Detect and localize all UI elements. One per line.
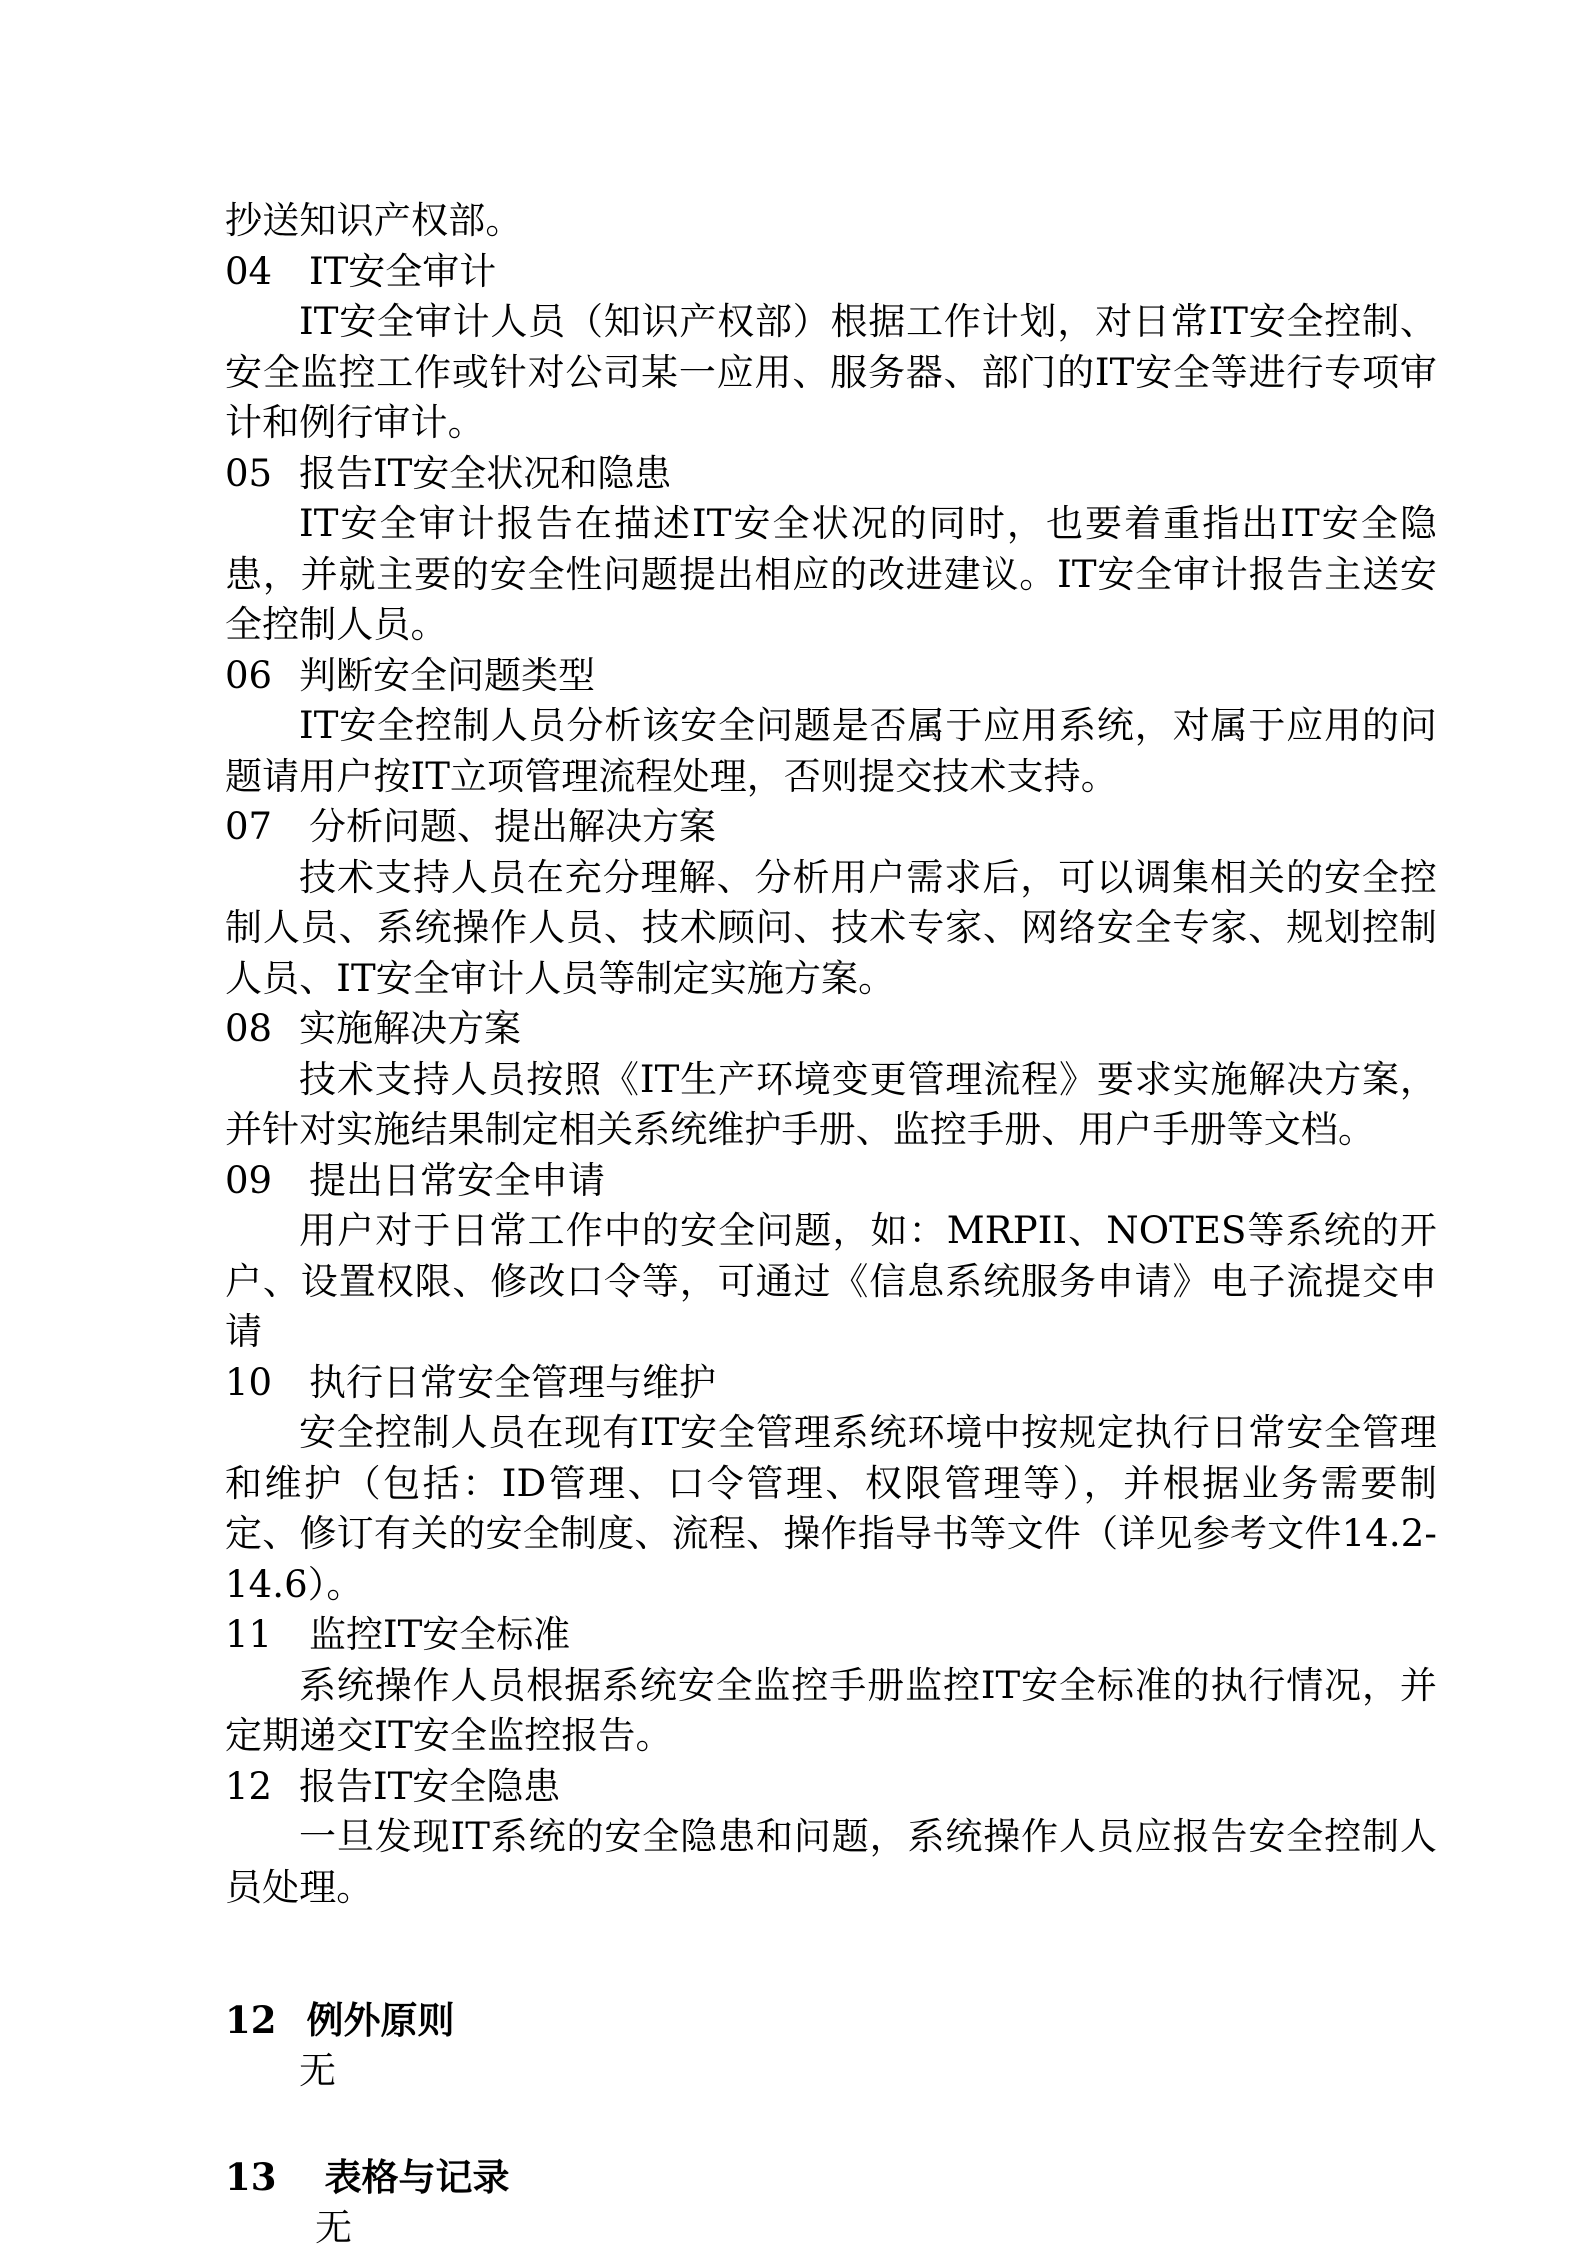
step-title: 报告IT安全隐患 xyxy=(299,1765,560,1808)
step-heading-11 xyxy=(225,1610,1437,1661)
step-body-09: 用户对于日常工作中的安全问题，如：MRPII、NOTES等系统的开户、设置权限、修改口令等，可通过《信息系统服务申请》电子流提交申请 xyxy=(225,1206,1437,1358)
step-body-06: IT安全控制人员分析该安全问题是否属于应用系统，对属于应用的问题请用户按IT立项管理流程处理，否则提交技术支持。 xyxy=(225,701,1437,802)
step-number: 06 xyxy=(225,651,273,702)
step-title: 执行日常安全管理与维护 xyxy=(309,1361,716,1404)
section-title: 表格与记录 xyxy=(325,2155,510,2199)
step-body-11: 系统操作人员根据系统安全监控手册监控IT安全标准的执行情况，并定期递交IT安全监控报告。 xyxy=(225,1661,1437,1762)
step-heading-05 xyxy=(225,449,1437,500)
section-content-exception: 无 xyxy=(225,2046,1437,2097)
step-number: 07 xyxy=(225,802,273,853)
step-number: 08 xyxy=(225,1004,273,1055)
step-heading-06 xyxy=(225,651,1437,702)
step-number: 12 xyxy=(225,1762,273,1813)
section-spacer xyxy=(225,2096,1437,2152)
step-number: 04 xyxy=(225,247,273,298)
step-number: 09 xyxy=(225,1156,273,1207)
step-body-12: 一旦发现IT系统的安全隐患和问题，系统操作人员应报告安全控制人员处理。 xyxy=(225,1812,1437,1913)
step-title: 提出日常安全申请 xyxy=(309,1159,605,1202)
continued-paragraph: 抄送知识产权部。 xyxy=(225,196,1437,247)
step-number: 10 xyxy=(225,1358,273,1409)
section-number: 12 xyxy=(225,1995,277,2046)
section-title: 例外原则 xyxy=(307,1998,455,2042)
step-body-07: 技术支持人员在充分理解、分析用户需求后，可以调集相关的安全控制人员、系统操作人员、技术顾问、技术专家、网络安全专家、规划控制人员、IT安全审计人员等制定实施方案。 xyxy=(225,853,1437,1005)
step-body-05: IT安全审计报告在描述IT安全状况的同时，也要着重指出IT安全隐患，并就主要的安全性问题提出相应的改进建议。IT安全审计报告主送安全控制人员。 xyxy=(225,499,1437,651)
step-heading-10 xyxy=(225,1358,1437,1409)
section-spacer xyxy=(225,1913,1437,1995)
step-heading-07 xyxy=(225,802,1437,853)
step-heading-04 xyxy=(225,247,1437,298)
section-heading-exception xyxy=(225,1995,1437,2046)
step-title: IT安全审计 xyxy=(309,250,496,293)
section-content-forms: 无 xyxy=(225,2203,1437,2253)
step-title: 实施解决方案 xyxy=(299,1007,521,1050)
step-number: 11 xyxy=(225,1610,273,1661)
step-body-10: 安全控制人员在现有IT安全管理系统环境中按规定执行日常安全管理和维护（包括：ID管理、口令管理、权限管理等），并根据业务需要制定、修订有关的安全制度、流程、操作指导书等文件（详见参考文件14.2-14.6）。 xyxy=(225,1408,1437,1610)
step-heading-12 xyxy=(225,1762,1437,1813)
section-number: 13 xyxy=(225,2152,277,2203)
step-heading-09 xyxy=(225,1156,1437,1207)
step-heading-08 xyxy=(225,1004,1437,1055)
step-title: 报告IT安全状况和隐患 xyxy=(299,452,671,495)
step-number: 05 xyxy=(225,449,273,500)
step-title: 分析问题、提出解决方案 xyxy=(309,805,716,848)
step-title: 监控IT安全标准 xyxy=(309,1613,570,1656)
document-body xyxy=(225,196,1437,2253)
section-heading-forms xyxy=(225,2152,1437,2203)
step-body-04: IT安全审计人员（知识产权部）根据工作计划，对日常IT安全控制、安全监控工作或针对公司某一应用、服务器、部门的IT安全等进行专项审计和例行审计。 xyxy=(225,297,1437,449)
step-title: 判断安全问题类型 xyxy=(299,654,595,697)
step-body-08: 技术支持人员按照《IT生产环境变更管理流程》要求实施解决方案，并针对实施结果制定相关系统维护手册、监控手册、用户手册等文档。 xyxy=(225,1055,1437,1156)
